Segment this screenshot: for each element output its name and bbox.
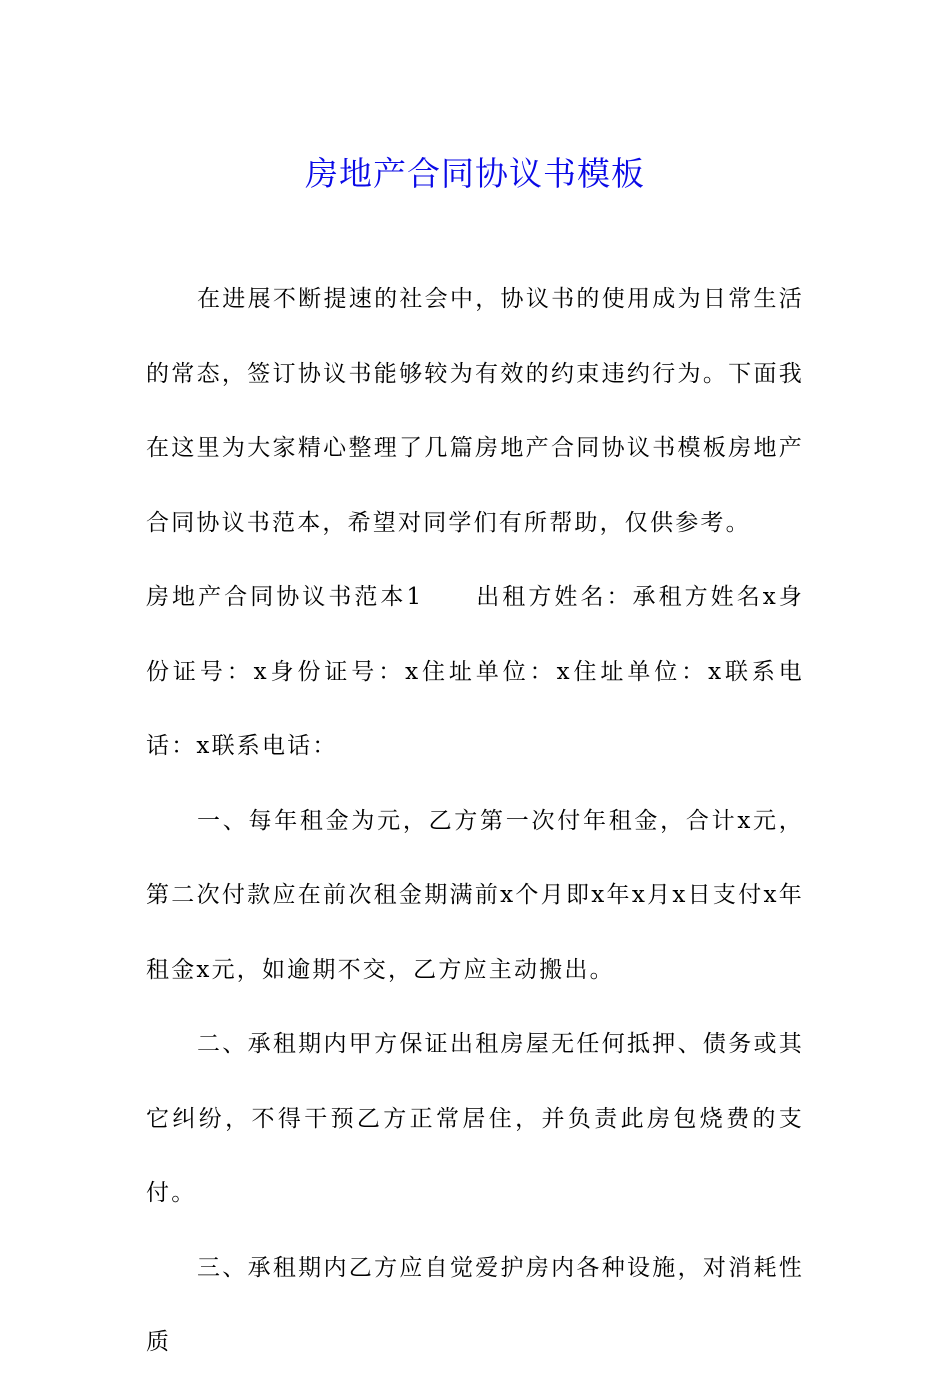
clause-two-paragraph: 二、承租期内甲方保证出租房屋无任何抵押、债务或其它纠纷，不得干预乙方正常居住，并负责此房包烧费的支付。	[146, 1031, 804, 1206]
contract-parties-paragraph: 房地产合同协议书范本1 出租方姓名：承租方姓名x身份证号：x身份证号：x住址单位：x住址单位：x联系电话：x联系电话：	[146, 584, 804, 759]
document-title: 房地产合同协议书模板	[305, 154, 645, 194]
clause-one-paragraph: 一、每年租金为元，乙方第一次付年租金，合计x元，第二次付款应在前次租金期满前x个月即x年x月x日支付x年租金x元，如逾期不交，乙方应主动搬出。	[146, 807, 804, 983]
document-body	[146, 262, 804, 1380]
clause-three-paragraph: 三、承租期内乙方应自觉爱护房内各种设施，对消耗性质	[146, 1254, 804, 1355]
intro-paragraph: 在进展不断提速的社会中，协议书的使用成为日常生活的常态，签订协议书能够较为有效的约束违约行为。下面我在这里为大家精心整理了几篇房地产合同协议书模板房地产合同协议书范本，希望对同学们有所帮助，仅供参考。	[146, 286, 804, 536]
